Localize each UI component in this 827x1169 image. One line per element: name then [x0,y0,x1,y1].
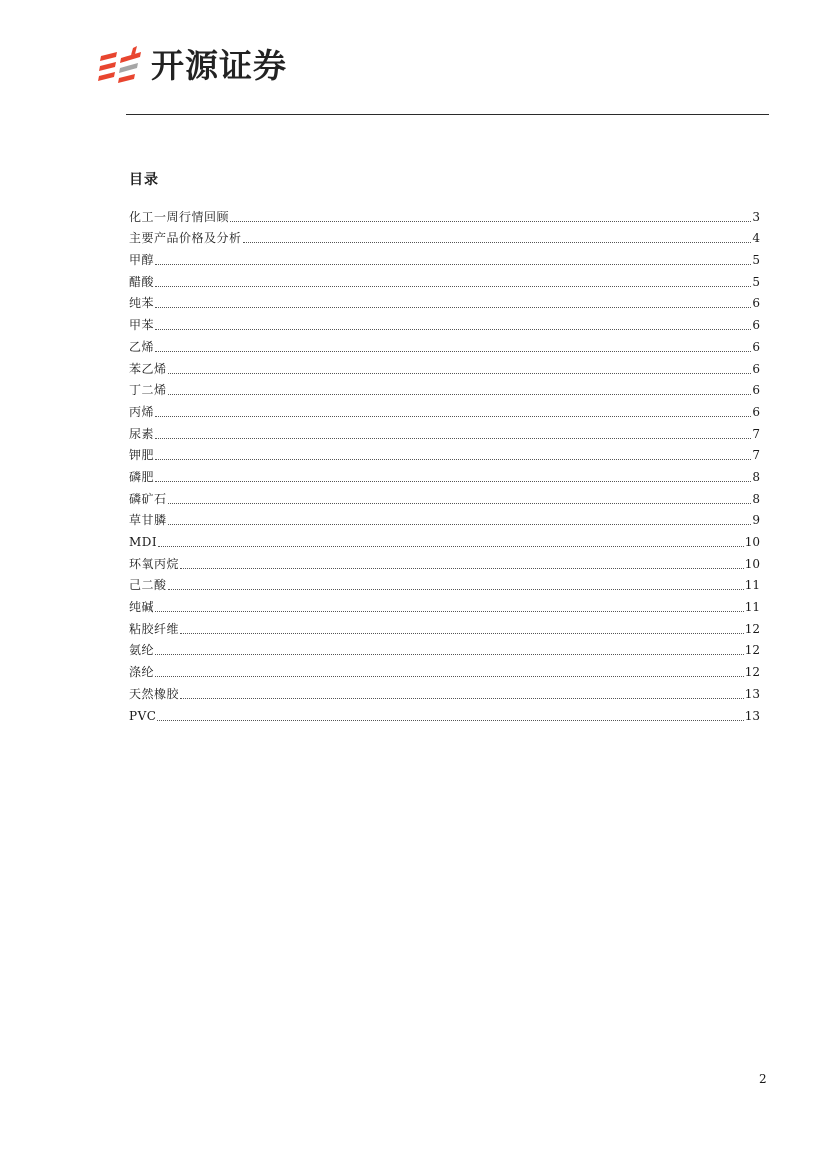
toc-entry-label[interactable]: 己二酸 [129,578,167,593]
toc-dot-leader [155,286,751,287]
toc-entry-label[interactable]: 苯乙烯 [129,361,167,376]
toc-entry-page[interactable]: 6 [752,361,760,376]
toc-entry-label[interactable]: MDI [129,535,158,549]
toc-entry-page[interactable]: 12 [744,643,760,658]
toc-dot-leader [168,589,744,590]
toc-entry-page[interactable]: 6 [752,318,760,333]
toc-dot-leader [168,394,752,395]
toc-dot-leader [155,351,751,352]
toc-dot-leader [230,221,751,222]
toc-entry[interactable] [129,527,760,549]
toc-entry-label[interactable]: 天然橡胶 [129,686,180,701]
toc-dot-leader [180,633,744,634]
toc-entry[interactable] [129,202,760,224]
toc-entry-page[interactable]: 6 [752,339,760,354]
toc-entry[interactable] [129,441,760,463]
toc-entry-page[interactable]: 4 [752,231,760,246]
toc-entry[interactable] [129,614,760,636]
toc-entry[interactable] [129,592,760,614]
toc-entry-page[interactable]: 11 [744,578,760,593]
toc-entry-label[interactable]: 磷肥 [129,469,155,484]
table-of-contents [129,202,760,723]
toc-dot-leader [168,503,752,504]
toc-entry-page[interactable]: 3 [752,209,760,224]
toc-entry[interactable] [129,484,760,506]
toc-dot-leader [155,611,744,612]
toc-entry[interactable] [129,571,760,593]
toc-dot-leader [155,481,751,482]
toc-entry[interactable] [129,462,760,484]
toc-entry-page[interactable]: 12 [744,665,760,680]
toc-entry-label[interactable]: 尿素 [129,426,155,441]
toc-entry-page[interactable]: 6 [752,296,760,311]
toc-entry-page[interactable]: 10 [744,535,760,549]
toc-entry-page[interactable]: 13 [744,708,760,723]
toc-entry-page[interactable]: 12 [744,621,760,636]
toc-dot-leader [180,568,744,569]
toc-entry-label[interactable]: 钾肥 [129,448,155,463]
toc-entry-label[interactable]: 纯碱 [129,600,155,615]
toc-entry-label[interactable]: 氨纶 [129,643,155,658]
toc-entry[interactable] [129,245,760,267]
toc-entry-page[interactable]: 5 [752,253,760,268]
toc-entry-label[interactable]: 草甘膦 [129,513,167,528]
brand-name: 开源证券 [151,46,287,85]
toc-entry-label[interactable]: 涤纶 [129,665,155,680]
toc-entry-page[interactable]: 5 [752,274,760,289]
toc-entry-page[interactable]: 13 [744,686,760,701]
toc-entry[interactable] [129,549,760,571]
toc-entry[interactable] [129,354,760,376]
toc-dot-leader [155,438,751,439]
toc-dot-leader [155,416,751,417]
page-header [97,44,287,88]
toc-entry-label[interactable]: 纯苯 [129,296,155,311]
toc-entry[interactable] [129,376,760,398]
toc-entry[interactable] [129,657,760,679]
toc-entry-page[interactable]: 6 [752,404,760,419]
toc-entry[interactable] [129,506,760,528]
toc-entry-label[interactable]: 丙烯 [129,404,155,419]
toc-dot-leader [158,546,744,547]
toc-entry[interactable] [129,419,760,441]
toc-entry[interactable] [129,289,760,311]
toc-entry-label[interactable]: 环氧丙烷 [129,556,180,571]
toc-entry-page[interactable]: 9 [752,513,760,528]
toc-dot-leader [155,264,751,265]
toc-dot-leader [180,698,744,699]
toc-entry-page[interactable]: 6 [752,383,760,398]
toc-entry-page[interactable]: 8 [752,491,760,506]
toc-entry[interactable] [129,701,760,723]
toc-dot-leader [168,524,752,525]
header-divider [126,114,769,115]
toc-entry-page[interactable]: 7 [752,426,760,441]
toc-entry-page[interactable]: 11 [744,600,760,615]
toc-entry[interactable] [129,332,760,354]
toc-entry[interactable] [129,310,760,332]
toc-dot-leader [155,654,744,655]
toc-entry-label[interactable]: 粘胶纤维 [129,621,180,636]
toc-entry[interactable] [129,679,760,701]
page-number: 2 [759,1072,767,1086]
toc-dot-leader [155,307,751,308]
toc-dot-leader [243,242,752,243]
toc-dot-leader [155,329,751,330]
toc-entry-label[interactable]: 丁二烯 [129,383,167,398]
toc-entry-label[interactable]: 醋酸 [129,274,155,289]
toc-entry-page[interactable]: 7 [752,448,760,463]
toc-title: 目录 [129,172,159,188]
toc-entry-label[interactable]: 化工一周行情回顾 [129,209,230,224]
toc-entry-label[interactable]: 主要产品价格及分析 [129,231,242,246]
toc-entry-page[interactable]: 8 [752,469,760,484]
toc-entry-label[interactable]: 甲苯 [129,318,155,333]
toc-entry[interactable] [129,224,760,246]
toc-entry[interactable] [129,636,760,658]
kaiyuan-securities-logo-icon [97,44,147,88]
toc-dot-leader [168,373,752,374]
toc-dot-leader [155,459,751,460]
toc-entry[interactable] [129,267,760,289]
toc-entry-label[interactable]: 甲醇 [129,253,155,268]
toc-entry-page[interactable]: 10 [744,556,760,571]
toc-entry-label[interactable]: 磷矿石 [129,491,167,506]
toc-dot-leader [157,720,743,721]
toc-dot-leader [155,676,744,677]
toc-entry-label[interactable]: 乙烯 [129,339,155,354]
toc-entry[interactable] [129,397,760,419]
toc-entry-label[interactable]: PVC [129,708,157,723]
